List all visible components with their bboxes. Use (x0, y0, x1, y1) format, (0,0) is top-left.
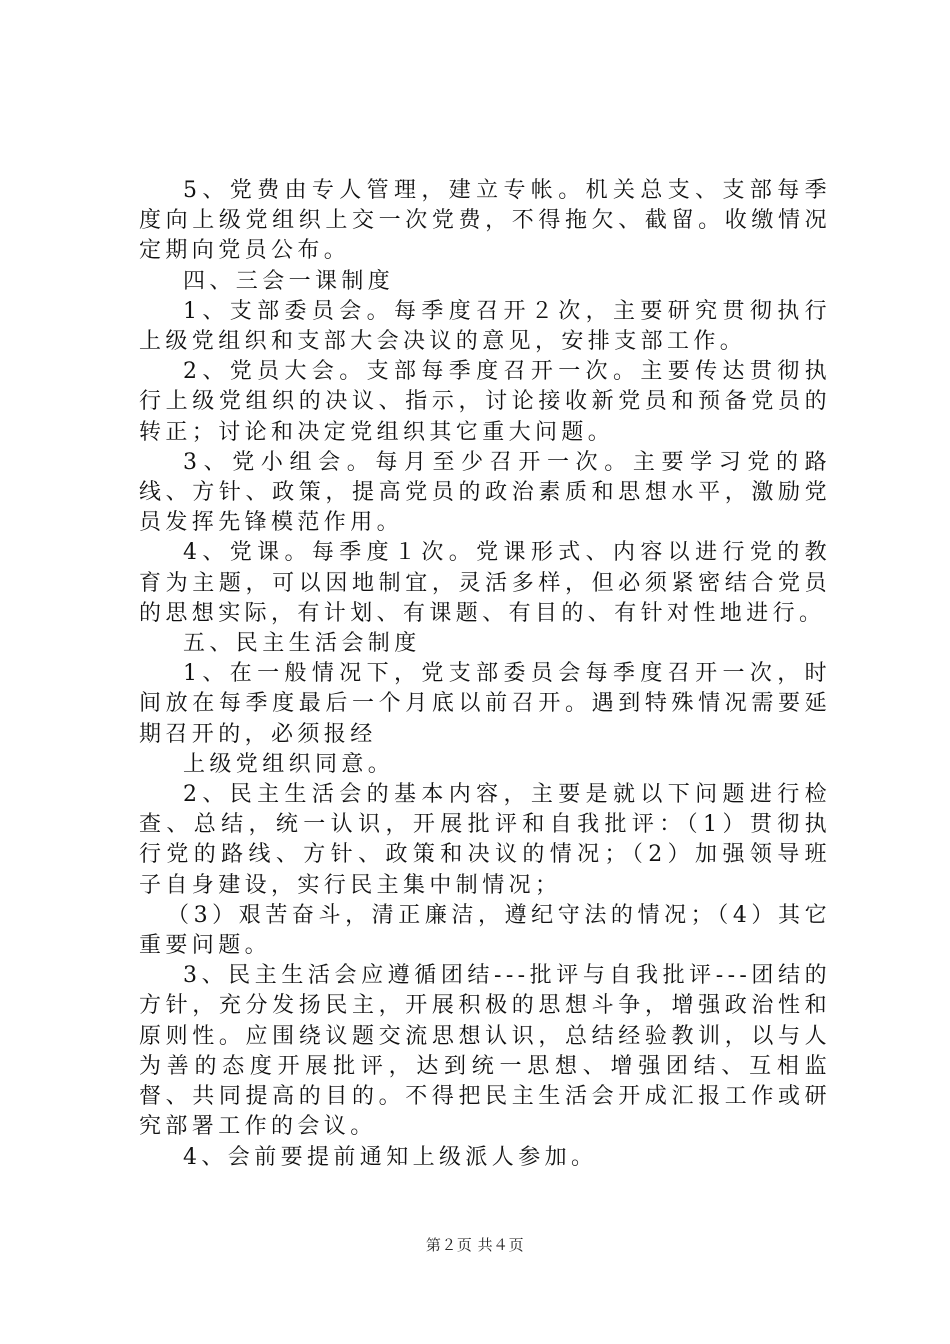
section-heading-democratic-life: 五、民主生活会制度 (183, 631, 421, 657)
paragraph-party-group: 3、党小组会。每月至少召开一次。主要学习党的路线、方针、政策，提高党员的政治素质和思想水平，激励党员发挥先锋模范作用。 (139, 449, 831, 536)
paragraph-democratic-life-1-cont: 上级党组织同意。 (183, 751, 395, 777)
section-heading-three-meetings: 四、三会一课制度 (183, 268, 395, 294)
paragraph-democratic-life-2-cont: （3）艰苦奋斗，清正廉洁，遵纪守法的情况；（4）其它重要问题。 (139, 902, 831, 959)
paragraph-democratic-life-4: 4、会前要提前通知上级派人参加。 (183, 1144, 598, 1170)
paragraph-democratic-life-3: 3、民主生活会应遵循团结---批评与自我批评---团结的方针，充分发扬民主，开展积极的思想斗争，增强政治性和原则性。应围绕议题交流思想认识，总结经验教训，以与人为善的态度开展批评，达到统一思想、增强团结、互相监督、共同提高的目的。不得把民主生活会开成汇报工作或研究部署工作的会议。 (139, 963, 831, 1140)
page-number-footer: 第２页 共４页 (425, 1236, 525, 1254)
document-body (139, 176, 831, 1173)
paragraph-branch-committee: 1、支部委员会。每季度召开２次，主要研究贯彻执行上级党组织和支部大会决议的意见，安排支部工作。 (139, 298, 831, 355)
paragraph-democratic-life-1: 1、在一般情况下，党支部委员会每季度召开一次，时间放在每季度最后一个月底以前召开。遇到特殊情况需要延期召开的，必须报经 (139, 661, 831, 747)
paragraph-party-fee: 5、党费由专人管理，建立专帐。机关总支、支部每季度向上级党组织上交一次党费，不得拖欠、截留。收缴情况定期向党员公布。 (139, 178, 831, 264)
paragraph-democratic-life-2: 2、民主生活会的基本内容，主要是就以下问题进行检查、总结，统一认识，开展批评和自我批评：（1）贯彻执行党的路线、方针、政策和决议的情况；（2）加强领导班子自身建设，实行民主集中制情况； (139, 782, 831, 898)
paragraph-party-lecture: 4、党课。每季度１次。党课形式、内容以进行党的教育为主题，可以因地制宜，灵活多样，但必须紧密结合党员的思想实际，有计划、有课题、有目的、有针对性地进行。 (139, 540, 831, 626)
paragraph-member-assembly: 2、党员大会。支部每季度召开一次。主要传达贯彻执行上级党组织的决议、指示，讨论接收新党员和预备党员的转正；讨论和决定党组织其它重大问题。 (139, 359, 831, 445)
